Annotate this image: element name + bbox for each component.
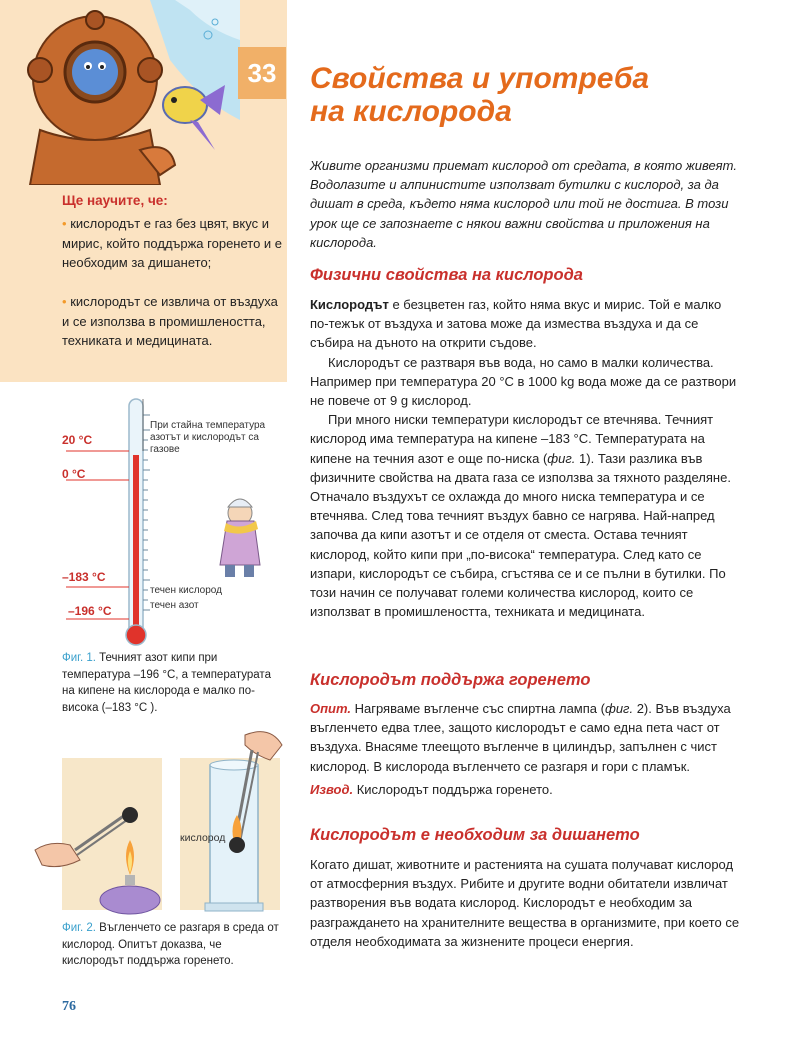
temp-minus-183: –183 °C bbox=[62, 570, 106, 584]
intro-paragraph bbox=[310, 156, 742, 252]
learn-item-text: кислородът е газ без цвят, вкус и мирис, който поддържа горенето и е необходим за дишането; bbox=[62, 216, 283, 270]
section1-p3-text-b: 1). Тази разлика във физичните свойства на двата газа се използва за тяхното разделяне. Отначало въздухът се охлажда до много ниска температура и се втечнява. След това течният въздух бавно се нагрява. Най-напред започва да кипи азотът и се отделя от сместа. Остава течният кислород, който кипи при „по-висока“ температура. След като се изпари, кислородът се събира, сгъстява се и се пълни в бутилки. По този начин се получават големи количества кислород, които се използват в промишлеността, техниката и медицината. bbox=[310, 450, 731, 620]
fig-ref: фиг. bbox=[547, 450, 576, 466]
learn-item-2 bbox=[62, 292, 284, 351]
burning-charcoal-figure bbox=[30, 725, 287, 915]
temp-20: 20 °C bbox=[62, 433, 93, 447]
section-heading-physical: Физични свойства на кислорода bbox=[310, 266, 583, 284]
page-title bbox=[310, 62, 750, 128]
section3-paragraph: Когато дишат, животните и растенията на сушата получават кислород от атмосферния въздух. Рибите и другите водни обитатели извличат разтворения във водата кислород. Кислородът е необходим за разграждането на хранителните вещества в организмите, при което се отделя необходимата за жизнените процеси енергия. bbox=[310, 857, 740, 949]
liquid-oxygen-label: течен кислород bbox=[150, 585, 222, 596]
diver-illustration bbox=[0, 0, 240, 185]
title-line-1: Свойства и употреба bbox=[310, 62, 650, 95]
bullet-icon: • bbox=[62, 216, 67, 231]
learn-item-1 bbox=[62, 214, 284, 273]
temp-minus-196: –196 °C bbox=[68, 604, 112, 618]
term-oxygen: Кислородът bbox=[310, 297, 389, 312]
figure2-caption bbox=[62, 920, 284, 970]
learn-item-text: кислородът се извлича от въздуха и се използва в промишлеността, техниката и медицината. bbox=[62, 294, 278, 348]
figure2-caption-label: Фиг. 2. bbox=[62, 922, 96, 934]
bullet-icon: • bbox=[62, 294, 67, 309]
experiment-text-a: Нагряваме въгленче със спиртна лампа ( bbox=[351, 701, 605, 716]
room-temp-note: При стайна температура азотът и кислородът са газове bbox=[150, 420, 266, 455]
section2-body bbox=[310, 699, 742, 799]
page-number: 76 bbox=[62, 999, 76, 1014]
figure1-caption bbox=[62, 650, 284, 716]
section1-body bbox=[310, 295, 742, 621]
experiment-paragraph bbox=[310, 699, 742, 776]
section1-paragraph-3 bbox=[310, 410, 742, 621]
conclusion-label: Извод. bbox=[310, 781, 354, 797]
experiment-label: Опит. bbox=[310, 701, 351, 716]
lesson-number-badge: 33 bbox=[238, 47, 286, 99]
temp-0: 0 °C bbox=[62, 467, 86, 481]
figure2-caption-text: Въгленчето се разгаря в среда от кислород. Опитът доказва, че кислородът поддържа горенето. bbox=[62, 922, 279, 967]
section1-p3-text-a: При много ниски температури кислородът се втечнява. Течният кислород има температура на кипене –183 °С. Температурата на кипене на течния азот е още по-ниска ( bbox=[310, 412, 714, 466]
conclusion-text: Кислородът поддържа горенето. bbox=[353, 781, 553, 797]
liquid-nitrogen-label: течен азот bbox=[150, 600, 199, 611]
section-heading-combustion: Кислородът поддържа горенето bbox=[310, 671, 591, 689]
fig-ref: фиг. bbox=[604, 701, 634, 716]
section1-paragraph-2: Кислородът се разтваря във вода, но само в малки количества. Например при температура 20 °С в 1000 kg вода може да се разтвори не повече от 9 g кислород. bbox=[310, 354, 737, 409]
figure1-caption-label: Фиг. 1. bbox=[62, 652, 96, 664]
section1-paragraph-1 bbox=[310, 295, 742, 353]
experiment-text-b: 2). Във въздуха въгленчето едва тлее, защото кислородът е само една пета част от въздуха. Внасяме тлеещото въгленче в цилиндър, запълнен с чист кислород. В кислорода въгленчето се разгаря и гори с пламък. bbox=[310, 701, 731, 774]
conclusion-paragraph bbox=[310, 780, 742, 799]
section1-p1-text: е безцветен газ, който няма вкус и мирис. Той е малко по-тежък от въздуха и затова може да измества въздуха и да се събира на дъното на открити съдове. bbox=[310, 297, 722, 351]
figure1-caption-text: Течният азот кипи при температура –196 °С, а температурата на кипене на кислорода е малко по-висока (–183 °С ). bbox=[62, 652, 271, 714]
oxygen-label: кислород bbox=[180, 832, 226, 844]
intro-text: Живите организми приемат кислород от средата, в която живеят. Водолазите и алпинистите използват бутилки с кислород, за да дишат в среда, където няма кислород или той не достига. В този урок ще се запознаете с някои важни свойства и приложения на кислорода. bbox=[310, 158, 737, 250]
section-heading-breathing: Кислородът е необходим за дишането bbox=[310, 826, 640, 844]
section3-body bbox=[310, 855, 742, 951]
learn-heading: Ще научите, че: bbox=[62, 193, 168, 208]
title-line-2: на кислорода bbox=[310, 95, 512, 128]
